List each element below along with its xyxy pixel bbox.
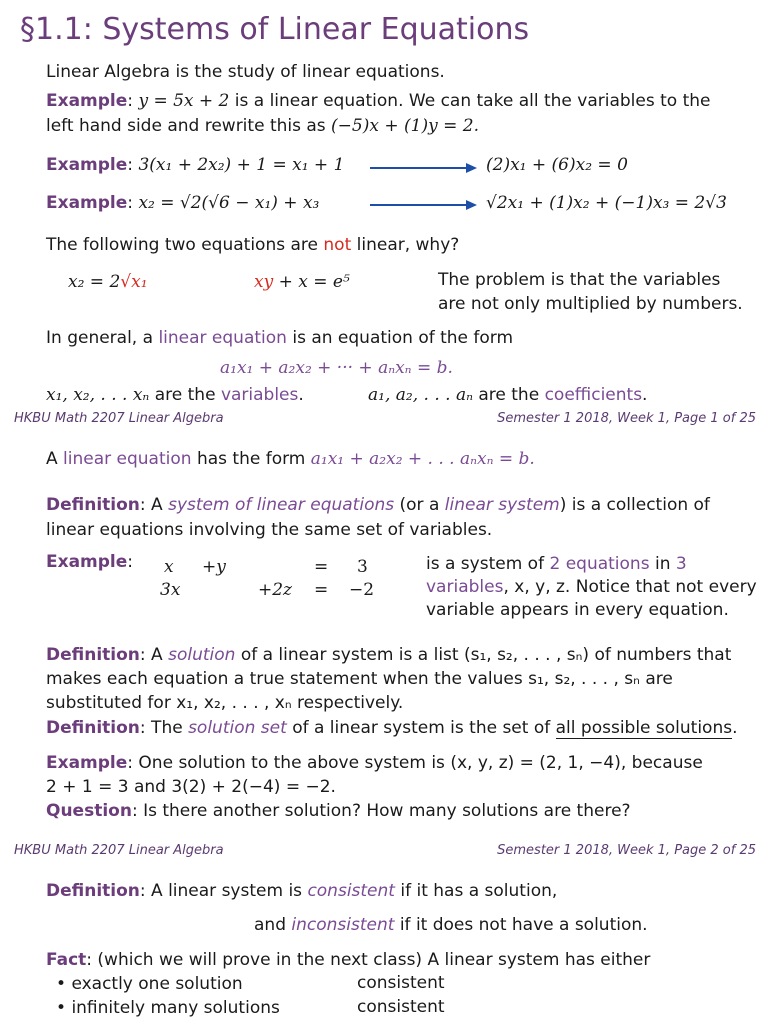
bullet-icon: • [56,974,67,994]
def1-part: ) is a collection of [559,495,710,515]
example-label: Example [46,155,128,175]
not-linear-text [46,233,459,257]
variables-count: 3 [675,554,687,574]
line1-part: has the form [191,449,311,469]
definition-label: Definition [46,495,140,515]
def-part: if it has a solution, [394,881,558,901]
sys-r1-rhs: 3 [357,557,368,577]
sys-r2-eq: = [314,580,329,600]
intro-text: Linear Algebra is the study of linear equations. [46,62,445,82]
def2-part: of a linear system is a list (s₁, s₂, . . . , sₙ) of numbers that [235,645,732,665]
def1-part: : A [139,495,169,515]
arrow-right-icon [466,163,477,173]
arrow-right-icon [466,200,477,210]
example1-rewrite: (−5)x + (1)y = 2. [331,116,479,136]
example-solution-text: : One solution to the above system is (x, y, z) = (2, 1, −4), because [127,753,703,773]
example3-left: Example: x₂ = √2(√6 − x₁) + x₃ [46,193,320,213]
definition1-line2: linear equations involving the same set of variables. [46,520,493,540]
example2-equation: 3(x₁ + 2x₂) + 1 = x₁ + 1 [138,155,345,175]
not-linear-part: linear, why? [351,235,460,255]
def2-part: : A [139,645,169,665]
fact-line [46,948,650,972]
nonlinear-eq1 [68,270,148,294]
slide1-title: §1.1: Systems of Linear Equations [20,12,530,47]
example2-left: Example: 3(x₁ + 2x₂) + 1 = x₁ + 1 [46,155,345,175]
footer-left: HKBU Math 2207 Linear Algebra [14,843,224,858]
sys-r1-c1: x [164,557,174,577]
example-label-text: Example [46,552,128,572]
bullet-icon: • [56,998,67,1018]
line1-part: A [46,449,64,469]
example1-text2: left hand side and rewrite this as [46,116,332,136]
solution-set-term: solution set [188,718,287,738]
def3-part: : The [139,718,189,738]
linear-system-term: linear system [444,495,560,515]
def1-part: (or a [394,495,445,515]
fact-text: : (which we will prove in the next class) A linear system has either [86,950,651,970]
bullet-item-2 [56,996,280,1020]
not-highlight: not [323,235,352,255]
question-text: : Is there another solution? How many solutions are there? [131,801,631,821]
all-solutions-underlined: all possible solutions [555,718,733,738]
example1-line2 [46,114,479,138]
inconsistent-term: inconsistent [291,915,395,935]
general-form: a₁x₁ + a₂x₂ + ··· + aₙxₙ = b. [220,358,453,378]
definition3-line [46,716,738,740]
problem-line2: are not only multiplied by numbers. [438,294,743,314]
sys-r1-c2: +y [202,557,226,577]
definition2-line3: substituted for x₁, x₂, . . . , xₙ respectively. [46,693,404,713]
general-text [46,326,513,350]
consistent-term: consistent [307,881,395,901]
definition-label: Definition [46,645,140,665]
not-linear-part: The following two equations are [46,235,324,255]
footer-right: Semester 1 2018, Week 1, Page 2 of 25 [497,843,756,858]
linear-equation-term: linear equation [63,449,192,469]
arrow-line [370,204,470,206]
example-solution-line1 [46,751,703,775]
variables-math: x₁, x₂, . . . xₙ [46,385,150,405]
linear-equation-term: linear equation [158,328,287,348]
arrow-line [370,167,470,169]
sys-note-line1 [426,552,687,576]
coefficients-text: are the [472,385,545,405]
def3-part: of a linear system is the set of [286,718,556,738]
sys-r2-c1: 3x [160,580,181,600]
coefficients-line: a₁, a₂, . . . aₙ are the coefficients. [368,385,648,405]
coefficients-math: a₁, a₂, . . . aₙ [368,385,473,405]
inconsistent-definition [254,913,648,937]
bullet-text: infinitely many solutions [71,998,280,1018]
linear-form-math: a₁x₁ + a₂x₂ + . . . aₙxₙ = b. [310,449,535,469]
def-part: and [254,915,292,935]
variables-term: variables [220,385,299,405]
example3-result: √2x₁ + (1)x₂ + (−1)x₃ = 2√3 [486,193,727,213]
footer-left: HKBU Math 2207 Linear Algebra [14,411,224,426]
variables-term: variables [426,577,504,597]
bullet-text: exactly one solution [71,974,243,994]
solution-term: solution [168,645,236,665]
variables-text: are the [149,385,221,405]
linear-form-line [46,447,535,471]
sys-r2-c3: +2z [258,580,293,600]
equations-count: 2 equations [549,554,650,574]
sys-r1-eq: = [314,557,329,577]
nonlinear-eq2 [254,270,350,294]
coefficients-term: coefficients [544,385,643,405]
bullet-item-1 [56,972,243,996]
example-label: Example [46,753,128,773]
problem-line1: The problem is that the variables [438,270,721,290]
sys-note-part: , x, y, z. Notice that not every [503,577,757,597]
definition2-line1 [46,643,731,667]
def3-part: . [732,718,738,738]
def-part: if it does not have a solution. [394,915,648,935]
sys-note-line3: variable appears in every equation. [426,600,729,620]
consistent-definition [46,879,557,903]
example-label: Example [46,91,128,111]
example-label: Example [46,193,128,213]
example2-result: (2)x₁ + (6)x₂ = 0 [486,155,628,175]
nonlinear-eq2-rest: + x = e⁵ [273,272,350,292]
general-part: In general, a [46,328,159,348]
question-line [46,799,631,823]
fact-label: Fact [46,950,87,970]
example1-equation: y = 5x + 2 [138,91,230,111]
bullet-status-1: consistent [357,973,445,993]
example-label: Example: [46,552,134,572]
def-part: : A linear system is [139,881,308,901]
footer-right: Semester 1 2018, Week 1, Page 1 of 25 [497,411,756,426]
sys-note-line2 [426,575,757,599]
definition2-line2: makes each equation a true statement when the values s₁, s₂, . . . , sₙ are [46,669,673,689]
question-label: Question [46,801,132,821]
example-solution-line2: 2 + 1 = 3 and 3(2) + 2(−4) = −2. [46,777,336,797]
sys-note-part: in [649,554,676,574]
bullet-status-2: consistent [357,997,445,1017]
definition-label: Definition [46,881,140,901]
example3-equation: x₂ = √2(√6 − x₁) + x₃ [138,193,320,213]
sys-note-part: is a system of [426,554,550,574]
definition1-line1 [46,493,710,517]
definition-label: Definition [46,718,140,738]
sys-r2-rhs: −2 [349,580,375,600]
nonlinear-sqrt: √x₁ [120,272,148,292]
nonlinear-product: xy [254,272,274,292]
example1-text: is a linear equation. We can take all the variables to the [229,91,711,111]
nonlinear-eq1-prefix: x₂ = 2 [68,272,121,292]
variables-line: x₁, x₂, . . . xₙ are the variables. [46,385,304,405]
general-part: is an equation of the form [286,328,514,348]
system-term: system of linear equations [168,495,395,515]
example1-line1: Example: y = 5x + 2 is a linear equation. We can take all the variables to the [46,91,711,111]
